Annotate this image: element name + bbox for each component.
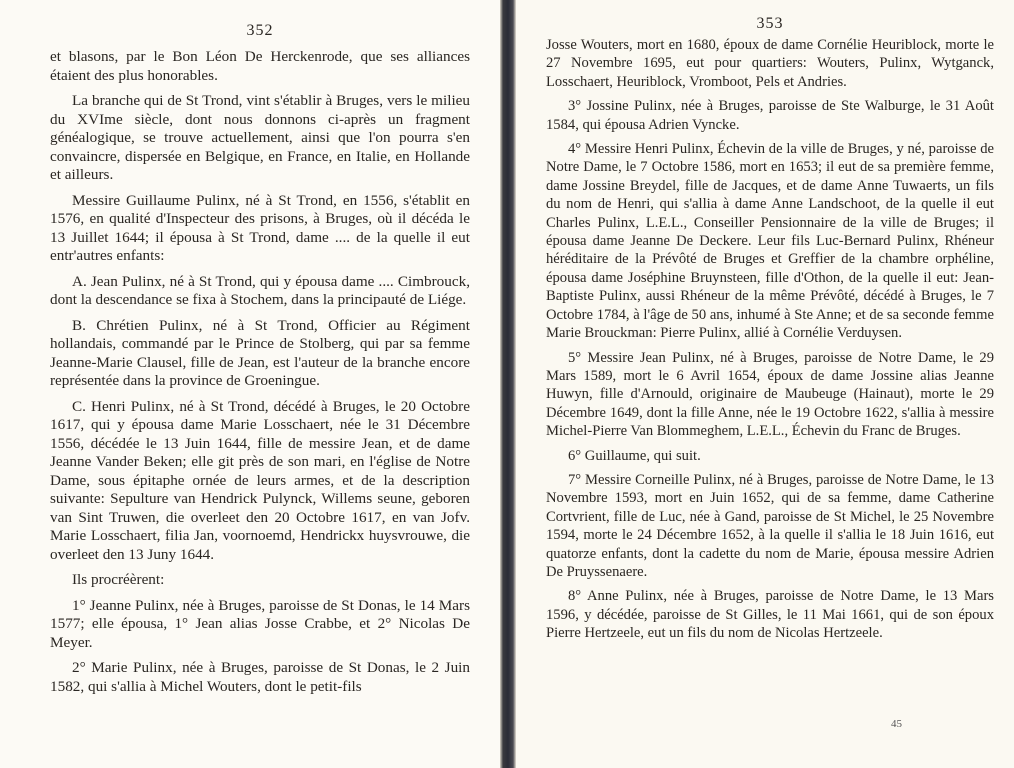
paragraph: A. Jean Pulinx, né à St Trond, qui y épousa dame .... Cimbrouck, dont la descendance se fixa à Stochem, dans la principauté de Liége. xyxy=(50,272,470,308)
left-page xyxy=(0,0,500,768)
paragraph: La branche qui de St Trond, vint s'établir à Bruges, vers le milieu du XVIme siècle, dont nous donnons ci-après un fragment généalogique, se trouve actuellement, ainsi que l'on pourra s'en convaincre, dispersée en Belgique, en France, en Italie, en Hollande et ailleurs. xyxy=(50,92,470,183)
paragraph: B. Chrétien Pulinx, né à St Trond, Officier au Régiment hollandais, commandé par le Prince de Stolberg, qui par sa femme Jeanne-Marie Clausel, fille de Jean, est l'auteur de la branche encore représentée dans la province de Groeningue. xyxy=(50,316,470,389)
paragraph: 3° Jossine Pulinx, née à Bruges, paroisse de Ste Walburge, le 31 Août 1584, qui épousa Adrien Vyncke. xyxy=(546,98,994,133)
paragraph: 4° Messire Henri Pulinx, Échevin de la ville de Bruges, y né, paroisse de Notre Dame, le 7 Octobre 1586, mort en 1653; il eut de sa première femme, dame Jossine Breydel, fille de Jacques, et de dame Anne Tuwaerts, un fils du nom de Henri, qui s'allia à dame Anne Landschoot, de la quelle il eut Charles Pulinx, L.E.L., Conseiller Pensionnaire de la ville de Bruges; il épousa dame Jeanne De Deckere. Leur fils Luc-Bernard Pulinx, Rhéneur héréditaire de la Prévôté de Bruges et Greffier de la chambre orphéline, épousa dame Joséphine Bruynsteen, fille d'Othon, de la quelle il eut: Jean-Baptiste Pulinx, aussi Rhéneur de la même Prévôté, décédé à Bruges, le 7 Octobre 1784, à l'âge de 50 ans, inhumé à Ste Anne; et de sa seconde femme Marie Brouckman: Pierre Pulinx, allié à Cornélie Verduysen. xyxy=(546,141,994,342)
paragraph: Josse Wouters, mort en 1680, époux de dame Cornélie Heuriblock, morte le 27 Novembre 1695, eut pour quartiers: Wouters, Pulinx, Wytganck, Losschaert, Heuriblock, Vromboot, Pels et Andries. xyxy=(546,37,994,90)
paragraph: Ils procréèrent: xyxy=(72,571,165,588)
paragraph: 6° Guillaume, qui suit. xyxy=(568,447,701,464)
signature-mark: 45 xyxy=(891,718,902,730)
page-number: 353 xyxy=(756,15,784,32)
paragraph: 2° Marie Pulinx, née à Bruges, paroisse de St Donas, le 2 Juin 1582, qui s'allia à Michel Wouters, dont le petit-fils xyxy=(50,659,470,695)
paragraph: 1° Jeanne Pulinx, née à Bruges, paroisse de St Donas, le 14 Mars 1577; elle épousa, 1° Jean alias Josse Crabbe, et 2° Nicolas De Meyer. xyxy=(50,596,470,651)
paragraph: Messire Guillaume Pulinx, né à St Trond, en 1556, s'établit en 1576, en qualité d'Inspecteur des prisons, à Bruges, où il décéda le 13 Juillet 1644; il épousa à St Trond, dame .... de la quelle il eut entr'autres enfants: xyxy=(50,191,470,264)
right-page xyxy=(516,0,1014,768)
book-gutter xyxy=(500,0,516,768)
paragraph: 5° Messire Jean Pulinx, né à Bruges, paroisse de Notre Dame, le 29 Mars 1589, mort le 6 Avril 1654, époux de dame Jossine alias Jeanne Huwyn, fille d'Arnould, originaire de Maubeuge (Hainaut), morte le 29 Décembre 1649, dont la fille Anne, née le 19 Octobre 1622, s'allia à messire Michel-Pierre Van Blommeghem, L.E.L., Échevin du Franc de Bruges. xyxy=(546,349,994,440)
paragraph: 8° Anne Pulinx, née à Bruges, paroisse de Notre Dame, le 13 Mars 1596, y décédée, paroisse de St Gilles, le 11 Mai 1661, qui de son époux Pierre Hertzeele, eut un fils du nom de Nicolas Hertzeele. xyxy=(546,588,994,642)
paragraph: 7° Messire Corneille Pulinx, né à Bruges, paroisse de Notre Dame, le 13 Novembre 1593, mort en Juin 1652, qui de sa femme, dame Catherine Cortvrient, fille de Luc, née à Gand, paroisse de St Michel, le 25 Novembre 1594, morte le 24 Décembre 1652, à la quelle il s'allia le 18 Juin 1616, eut quatorze enfants, dont la cadette du nom de Marie, épousa messire Adrien De Pruyssenaere. xyxy=(546,471,994,580)
paragraph: C. Henri Pulinx, né à St Trond, décédé à Bruges, le 20 Octobre 1617, qui y épousa dame Marie Losschaert, née le 31 Décembre 1556, décédée le 13 Juin 1644, fille de messire Jean, et de dame Jeanne Vander Beken; elle git près de son mari, en l'église de Notre Dame, sous épitaphe ornée de leurs armes, et de la description suivante: Sepulture van Hendrick Pulynck, Willems seune, geboren van Sint Truwen, die overleet den 20 Octobre 1617, en van Jofv. Marie Losschaert, filia Jan, voornoemd, Hendrickx huysvrouwe, die overleet den 13 Juny 1644. xyxy=(50,397,470,563)
page-number: 352 xyxy=(246,22,274,39)
paragraph: et blasons, par le Bon Léon De Herckenrode, que ses alliances étaient des plus honorables. xyxy=(50,48,470,84)
